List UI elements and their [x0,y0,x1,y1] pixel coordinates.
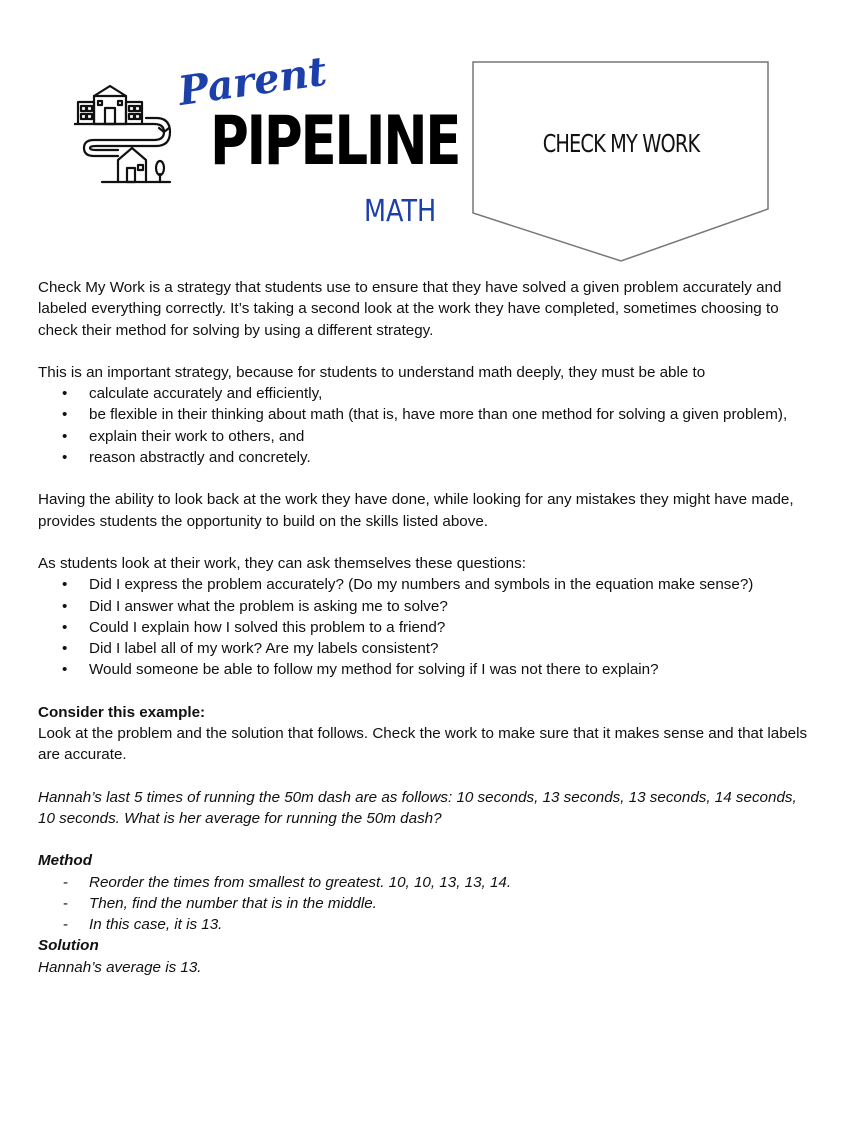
example-instructions: Look at the problem and the solution that follows. Check the work to make sure that it makes sense and that labels are accurate. [38,725,808,764]
questions-list [38,574,808,680]
importance-list [38,383,808,468]
list-item: - Then, find the number that is in the middle. [38,893,808,914]
list-item: - In this case, it is 13. [38,914,808,935]
list-item: - Reorder the times from smallest to greatest. 10, 10, 13, 13, 14. [38,872,808,893]
list-item: • reason abstractly and concretely. [38,447,808,468]
look-back-paragraph: Having the ability to look back at the work they have done, while looking for any mistakes they might have made, provides students the opportunity to build on the skills listed above. [38,491,794,530]
list-item: • Did I label all of my work? Are my labels consistent? [38,638,808,659]
importance-lead: This is an important strategy, because for students to understand math deeply, they must be able to [38,363,706,381]
list-item: • explain their work to others, and [38,426,808,447]
solution-text: Hannah’s average is 13. [38,958,202,976]
method-heading: Method [38,852,92,870]
logo-pipeline-text: PIPELINE [210,102,460,181]
list-item: • Did I express the problem accurately? (Do my numbers and symbols in the equation make sense?) [38,574,808,595]
list-item: • Did I answer what the problem is asking me to solve? [38,596,808,617]
list-item: • be flexible in their thinking about math (that is, have more than one method for solving a given problem), [38,404,808,425]
school-to-house-pipeline-icon [74,82,184,192]
page-title: CHECK MY WORK [542,129,700,158]
list-item: • calculate accurately and efficiently, [38,383,808,404]
title-tag [472,61,770,263]
logo-math-text: MATH [364,194,437,229]
document-body [38,277,808,978]
parent-pipeline-logo [74,47,460,236]
example-problem: Hannah’s last 5 times of running the 50m dash are as follows: 10 seconds, 13 seconds, 13 seconds, 14 seconds, 10 seconds. What is her average for running the 50m dash? [38,788,797,827]
list-item: • Could I explain how I solved this problem to a friend? [38,617,808,638]
solution-heading: Solution [38,937,99,955]
list-item: • Would someone be able to follow my method for solving if I was not there to explain? [38,659,808,680]
method-steps [38,872,808,936]
example-heading: Consider this example: [38,703,206,721]
intro-paragraph: Check My Work is a strategy that students use to ensure that they have solved a given problem accurately and labeled everything correctly. It’s taking a second look at the work they have completed, sometimes choosing to check their method for solving by using a different strategy. [38,279,782,339]
questions-lead: As students look at their work, they can ask themselves these questions: [38,554,526,572]
tag-outline [472,61,770,263]
logo-parent-text: Parent [175,47,330,116]
